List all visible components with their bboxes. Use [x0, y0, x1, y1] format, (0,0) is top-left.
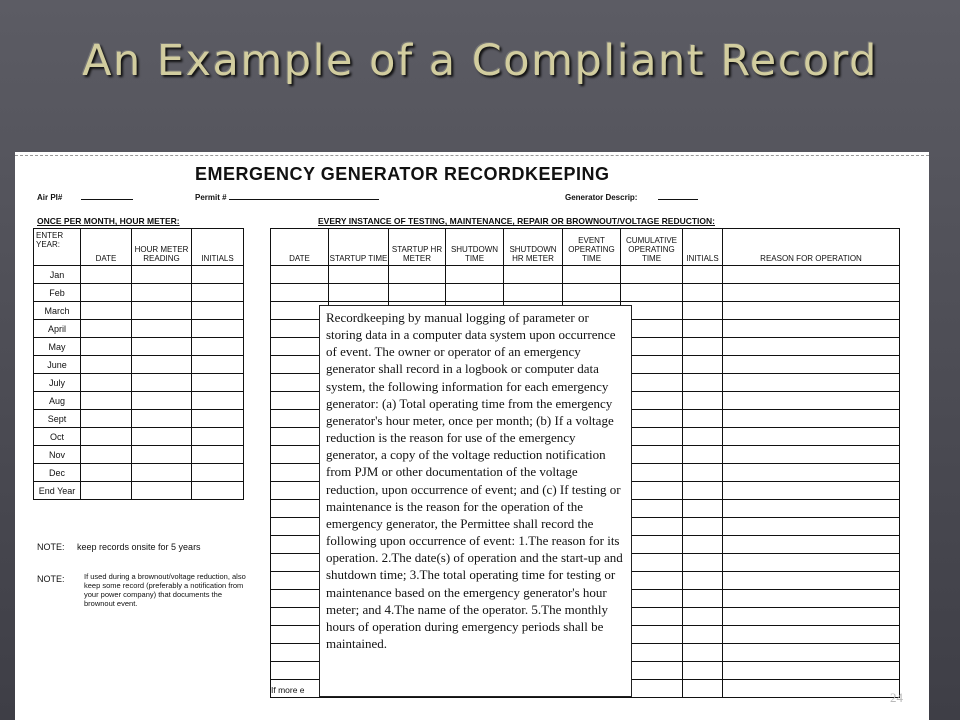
event-row	[271, 266, 900, 284]
entry-cell[interactable]	[563, 266, 621, 284]
entry-cell[interactable]	[723, 446, 900, 464]
entry-cell[interactable]	[683, 554, 723, 572]
entry-cell[interactable]	[683, 626, 723, 644]
generator-descrip-label: Generator Descrip:	[565, 193, 698, 202]
entry-cell[interactable]	[683, 284, 723, 302]
month-label: Jan	[34, 266, 81, 284]
entry-cell[interactable]	[723, 626, 900, 644]
entry-cell[interactable]	[192, 338, 244, 356]
col-cumulative-operating-time: CUMULATIVE OPERATING TIME	[621, 229, 683, 266]
entry-cell[interactable]	[683, 662, 723, 680]
entry-cell[interactable]	[723, 644, 900, 662]
entry-cell[interactable]	[723, 554, 900, 572]
entry-cell[interactable]	[192, 302, 244, 320]
permit-label: Permit #	[195, 193, 379, 202]
month-row	[34, 266, 244, 284]
monthly-heading: ONCE PER MONTH, HOUR METER:	[37, 216, 180, 226]
entry-cell[interactable]	[271, 266, 329, 284]
entry-cell[interactable]	[723, 482, 900, 500]
month-row	[34, 482, 244, 500]
entry-cell[interactable]	[132, 284, 192, 302]
entry-cell[interactable]	[683, 536, 723, 554]
entry-cell[interactable]	[132, 392, 192, 410]
entry-cell[interactable]	[446, 266, 504, 284]
entry-cell[interactable]	[723, 500, 900, 518]
entry-cell[interactable]	[683, 482, 723, 500]
col-date: DATE	[81, 229, 132, 266]
entry-cell[interactable]	[132, 410, 192, 428]
entry-cell[interactable]	[563, 284, 621, 302]
col-date: DATE	[271, 229, 329, 266]
month-row	[34, 284, 244, 302]
entry-cell[interactable]	[329, 284, 389, 302]
entry-cell[interactable]	[132, 428, 192, 446]
entry-cell[interactable]	[81, 392, 132, 410]
entry-cell[interactable]	[446, 284, 504, 302]
entry-cell[interactable]	[683, 374, 723, 392]
entry-cell[interactable]	[132, 374, 192, 392]
entry-cell[interactable]	[683, 428, 723, 446]
entry-cell[interactable]	[723, 356, 900, 374]
entry-cell[interactable]	[81, 338, 132, 356]
entry-cell[interactable]	[683, 680, 723, 698]
entry-cell[interactable]	[81, 482, 132, 500]
entry-cell[interactable]	[132, 356, 192, 374]
entry-cell[interactable]	[81, 356, 132, 374]
entry-cell[interactable]	[683, 590, 723, 608]
entry-cell[interactable]	[81, 464, 132, 482]
entry-cell[interactable]	[192, 284, 244, 302]
note-brownout-text: If used during a brownout/voltage reduction, also keep some record (preferably a notification from your power company) that documents the brownout event.	[84, 572, 246, 608]
col-startup-hr-meter: STARTUP HR METER	[389, 229, 446, 266]
entry-cell[interactable]	[132, 338, 192, 356]
entry-cell[interactable]	[723, 410, 900, 428]
entry-cell[interactable]	[192, 482, 244, 500]
month-label: Oct	[34, 428, 81, 446]
entry-cell[interactable]	[683, 464, 723, 482]
entry-cell[interactable]	[723, 536, 900, 554]
entry-cell[interactable]	[81, 302, 132, 320]
col-initials: INITIALS	[192, 229, 244, 266]
entry-cell[interactable]	[683, 608, 723, 626]
entry-cell[interactable]	[683, 320, 723, 338]
month-label: June	[34, 356, 81, 374]
month-row	[34, 392, 244, 410]
entry-cell[interactable]	[132, 266, 192, 284]
entry-cell[interactable]	[683, 410, 723, 428]
regulation-callout: Recordkeeping by manual logging of parameter or storing data in a computer data system upon occurrence of event. The owner or operator of an emergency generator shall record in a logbook or computer data system, the following information for each emergency generator: (a) Total operating time from the emergency generator's hour meter, once per month; (b) If a voltage reduction is the reason for use of the emergency generator, a copy of the voltage reduction notification from PJM or other documentation of the voltage reduction, upon occurrence of event; and (c) If testing or maintenance is the reason for the operation of the emergency generator, the Permittee shall record the following upon occurrence of event: 1.The reason for its operation. 2.The date(s) of operation and the start-up and shutdown time; 3.The total operating time for testing or maintenance based on the emergency generator's hour meter; and 4.The name of the operator. 5.The monthly hours of operation during emergency periods shall be maintained.	[319, 305, 632, 697]
air-pi-label: Air PI#	[37, 193, 133, 202]
entry-cell[interactable]	[192, 356, 244, 374]
col-shutdown-time: SHUTDOWN TIME	[446, 229, 504, 266]
slide-title: An Example of a Compliant Record	[82, 36, 878, 86]
month-label: July	[34, 374, 81, 392]
month-label: Nov	[34, 446, 81, 464]
entry-cell[interactable]	[132, 464, 192, 482]
entry-cell[interactable]	[81, 374, 132, 392]
entry-cell[interactable]	[723, 320, 900, 338]
entry-cell[interactable]	[132, 482, 192, 500]
entry-cell[interactable]	[132, 446, 192, 464]
col-event-operating-time: EVENT OPERATING TIME	[563, 229, 621, 266]
entry-cell[interactable]	[723, 338, 900, 356]
entry-cell[interactable]	[723, 464, 900, 482]
footer-partial-text: If more e	[271, 685, 305, 695]
col-reason-for-operation: REASON FOR OPERATION	[723, 229, 900, 266]
entry-cell[interactable]	[192, 446, 244, 464]
entry-cell[interactable]	[683, 518, 723, 536]
month-row	[34, 302, 244, 320]
entry-cell[interactable]	[723, 302, 900, 320]
entry-cell[interactable]	[81, 428, 132, 446]
month-row	[34, 374, 244, 392]
entry-cell[interactable]	[192, 374, 244, 392]
month-row	[34, 410, 244, 428]
month-row	[34, 320, 244, 338]
entry-cell[interactable]	[192, 266, 244, 284]
entry-cell[interactable]	[389, 284, 446, 302]
monthly-hour-meter-table	[33, 228, 244, 500]
entry-cell[interactable]	[271, 284, 329, 302]
entry-cell[interactable]	[683, 500, 723, 518]
instance-heading: EVERY INSTANCE OF TESTING, MAINTENANCE, REPAIR OR BROWNOUT/VOLTAGE REDUCTION:	[318, 216, 715, 226]
page-number: 24	[890, 690, 903, 705]
entry-cell[interactable]	[81, 284, 132, 302]
entry-cell[interactable]	[723, 680, 900, 698]
entry-cell[interactable]	[723, 662, 900, 680]
entry-cell[interactable]	[683, 266, 723, 284]
entry-cell[interactable]	[723, 590, 900, 608]
entry-cell[interactable]	[723, 284, 900, 302]
event-row	[271, 284, 900, 302]
entry-cell[interactable]	[621, 266, 683, 284]
col-initials: INITIALS	[683, 229, 723, 266]
entry-cell[interactable]	[504, 266, 563, 284]
month-label: Feb	[34, 284, 81, 302]
entry-cell[interactable]	[683, 302, 723, 320]
entry-cell[interactable]	[723, 518, 900, 536]
note-brownout-label: NOTE:	[37, 574, 65, 584]
entry-cell[interactable]	[683, 446, 723, 464]
entry-cell[interactable]	[389, 266, 446, 284]
month-label: Dec	[34, 464, 81, 482]
month-row	[34, 464, 244, 482]
col-enter-year: ENTER YEAR:	[34, 229, 81, 266]
month-label: April	[34, 320, 81, 338]
entry-cell[interactable]	[723, 266, 900, 284]
entry-cell[interactable]	[504, 284, 563, 302]
month-row	[34, 356, 244, 374]
entry-cell[interactable]	[683, 356, 723, 374]
month-row	[34, 428, 244, 446]
form-heading: EMERGENCY GENERATOR RECORDKEEPING	[195, 164, 610, 184]
entry-cell[interactable]	[723, 374, 900, 392]
note-records-onsite: NOTE: keep records onsite for 5 years	[37, 542, 201, 552]
col-hour-meter-reading: HOUR METER READING	[132, 229, 192, 266]
entry-cell[interactable]	[683, 572, 723, 590]
entry-cell[interactable]	[683, 392, 723, 410]
entry-cell[interactable]	[683, 338, 723, 356]
entry-cell[interactable]	[192, 410, 244, 428]
entry-cell[interactable]	[723, 392, 900, 410]
entry-cell[interactable]	[81, 410, 132, 428]
entry-cell[interactable]	[329, 266, 389, 284]
scan-top-edge	[15, 152, 929, 156]
month-row	[34, 446, 244, 464]
month-label: End Year	[34, 482, 81, 500]
entry-cell[interactable]	[81, 320, 132, 338]
entry-cell[interactable]	[192, 428, 244, 446]
month-label: March	[34, 302, 81, 320]
month-label: Sept	[34, 410, 81, 428]
entry-cell[interactable]	[723, 608, 900, 626]
entry-cell[interactable]	[132, 302, 192, 320]
entry-cell[interactable]	[192, 464, 244, 482]
entry-cell[interactable]	[81, 446, 132, 464]
col-startup-time: STARTUP TIME	[329, 229, 389, 266]
entry-cell[interactable]	[81, 266, 132, 284]
month-label: May	[34, 338, 81, 356]
month-row	[34, 338, 244, 356]
month-label: Aug	[34, 392, 81, 410]
entry-cell[interactable]	[192, 320, 244, 338]
entry-cell[interactable]	[723, 572, 900, 590]
entry-cell[interactable]	[132, 320, 192, 338]
entry-cell[interactable]	[723, 428, 900, 446]
col-shutdown-hr-meter: SHUTDOWN HR METER	[504, 229, 563, 266]
entry-cell[interactable]	[683, 644, 723, 662]
entry-cell[interactable]	[621, 284, 683, 302]
entry-cell[interactable]	[192, 392, 244, 410]
